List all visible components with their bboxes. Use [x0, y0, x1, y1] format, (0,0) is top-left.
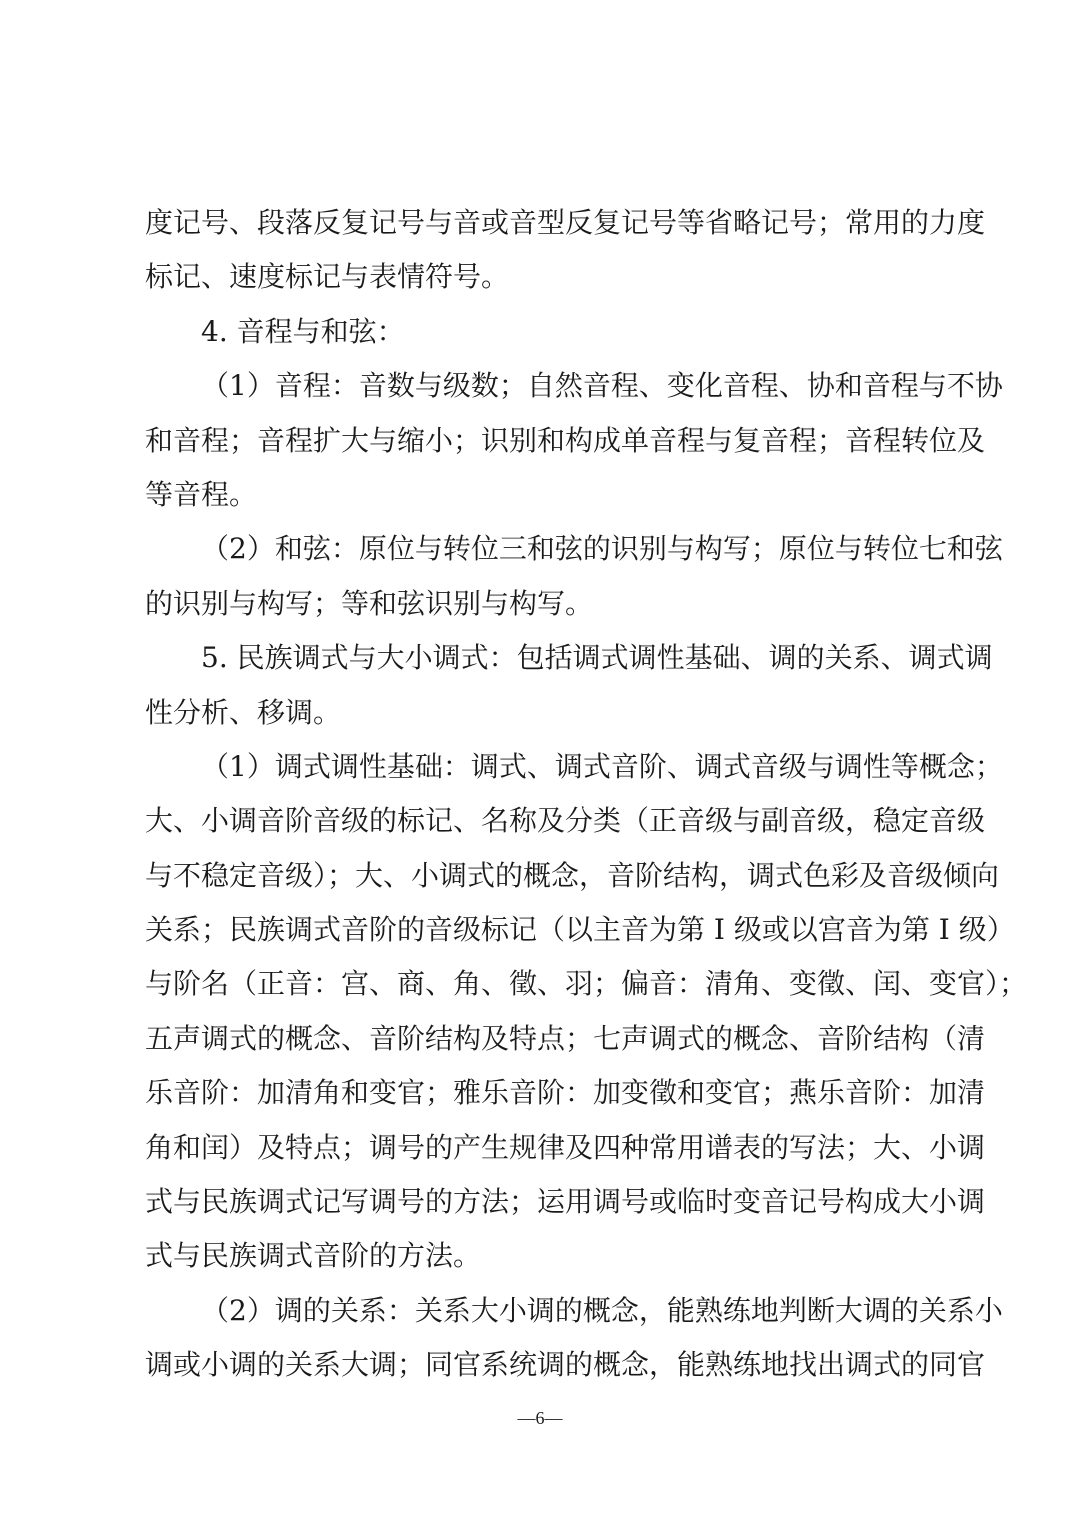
- text-line: 角和闰）及特点；调号的产生规律及四种常用谱表的写法；大、小调: [145, 1130, 986, 1164]
- text-line: 关系；民族调式音阶的音级标记（以主音为第 I 级或以宫音为第 I 级）: [145, 913, 1015, 947]
- text-line: 五声调式的概念、音阶结构及特点；七声调式的概念、音阶结构（清: [145, 1021, 986, 1055]
- text-line: 性分析、移调。: [145, 695, 342, 729]
- text-line: （1）音程：音数与级数；自然音程、变化音程、协和音程与不协: [201, 369, 1003, 403]
- document-body: [145, 196, 1028, 1393]
- text-line: 乐音阶：加清角和变官；雅乐音阶：加变徵和变官；燕乐音阶：加清: [145, 1076, 986, 1110]
- text-line: （1）调式调性基础：调式、调式音阶、调式音级与调性等概念；: [201, 749, 1003, 783]
- text-line: 度记号、段落反复记号与音或音型反复记号等省略记号；常用的力度: [145, 206, 986, 239]
- text-line: （2）调的关系：关系大小调的概念，能熟练地判断大调的关系小: [201, 1293, 1003, 1327]
- page-number: —6—: [517, 1408, 563, 1428]
- section-heading: 4. 音程与和弦：: [201, 314, 405, 348]
- section-heading: 5. 民族调式与大小调式：包括调式调性基础、调的关系、调式调: [201, 641, 993, 675]
- text-line: 等音程。: [145, 477, 258, 511]
- text-line: 与阶名（正音：宫、商、角、徵、羽；偏音：清角、变徵、闰、变官）；: [145, 967, 1028, 1001]
- text-line: 与不稳定音级）；大、小调式的概念，音阶结构，调式色彩及音级倾向: [145, 858, 1000, 892]
- text-line: 大、小调音阶音级的标记、名称及分类（正音级与副音级，稳定音级: [145, 804, 986, 838]
- text-line: 调或小调的关系大调；同官系统调的概念，能熟练地找出调式的同官: [145, 1348, 986, 1382]
- text-line: 式与民族调式记写调号的方法；运用调号或临时变音记号构成大小调: [145, 1185, 986, 1219]
- text-line: 式与民族调式音阶的方法。: [145, 1239, 482, 1273]
- text-line: 标记、速度标记与表情符号。: [145, 260, 510, 294]
- text-line: （2）和弦：原位与转位三和弦的识别与构写；原位与转位七和弦: [201, 532, 1003, 566]
- text-line: 的识别与构写；等和弦识别与构写。: [145, 586, 594, 620]
- text-line: 和音程；音程扩大与缩小；识别和构成单音程与复音程；音程转位及: [145, 423, 986, 457]
